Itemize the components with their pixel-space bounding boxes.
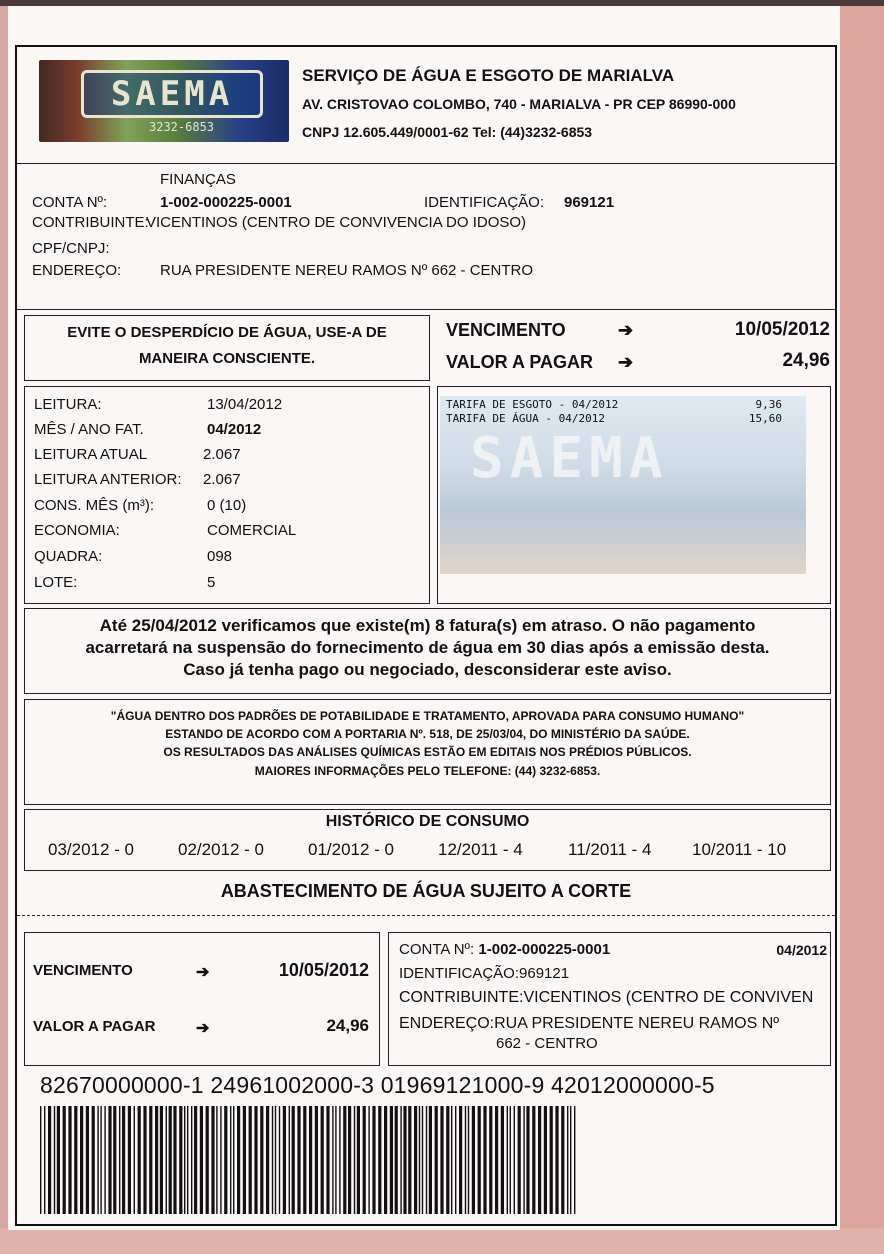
reading-value: 2.067 xyxy=(203,471,241,488)
stub-amount-value: 24,96 xyxy=(326,1016,369,1035)
reading-value: 2.067 xyxy=(203,446,241,463)
barcode-bar xyxy=(86,1106,89,1214)
barcode-bar xyxy=(184,1106,185,1214)
watermark-text: SAEMA xyxy=(470,426,669,491)
barcode-bar xyxy=(303,1106,306,1214)
scan-left-edge xyxy=(0,6,8,1254)
arrow-right-icon: ➔ xyxy=(618,320,634,340)
barcode-bar xyxy=(372,1106,375,1214)
barcode-bar xyxy=(80,1106,83,1214)
payment-stub-box xyxy=(24,932,380,1066)
barcode-bar xyxy=(478,1106,481,1214)
identification-value: 969121 xyxy=(564,194,615,211)
amount-due-label: VALOR A PAGAR xyxy=(446,352,593,372)
scan-bottom-edge xyxy=(0,1228,884,1254)
arrow-right-icon: ➔ xyxy=(196,1020,210,1037)
barcode-bar xyxy=(570,1106,571,1214)
barcode-bar xyxy=(173,1106,176,1214)
reading-label: CONS. MÊS (m³): xyxy=(34,497,154,514)
barcode-bar xyxy=(187,1106,188,1214)
history-item: 02/2012 - 0 xyxy=(178,840,265,859)
reading-value: 5 xyxy=(207,574,216,591)
barcode-bar xyxy=(292,1106,295,1214)
reading-value: 04/2012 xyxy=(207,421,262,438)
barcode-bar xyxy=(237,1106,240,1214)
barcode-bar xyxy=(483,1106,486,1214)
barcode-bar xyxy=(455,1106,456,1214)
account-number-label: CONTA Nº: xyxy=(32,194,108,211)
stub-due-date-label: VENCIMENTO xyxy=(33,962,133,979)
barcode-bar xyxy=(321,1106,324,1214)
barcode-bar xyxy=(138,1106,141,1214)
taxpayer-value: VICENTINOS (CENTRO DE CONVIVENCIA DO IDOSO) xyxy=(146,214,527,231)
barcode-bar xyxy=(390,1106,393,1214)
overdue-line1: Até 25/04/2012 verificamos que existe(m) 8 fatura(s) em atraso. O não pagamento xyxy=(99,616,756,635)
barcode-bar xyxy=(414,1106,417,1214)
reading-label: LEITURA: xyxy=(34,396,102,413)
reading-value: 0 (10) xyxy=(207,497,247,514)
barcode-bar xyxy=(446,1106,449,1214)
barcode-bar xyxy=(260,1106,263,1214)
conservation-notice-line2: MANEIRA CONSCIENTE. xyxy=(138,350,316,367)
barcode-bar xyxy=(191,1106,192,1214)
stub-address-label: ENDEREÇO: xyxy=(399,1015,495,1032)
stub-month: 04/2012 xyxy=(776,942,827,958)
arrow-right-icon: ➔ xyxy=(196,964,210,981)
barcode-bar xyxy=(357,1106,360,1214)
barcode-bar xyxy=(134,1106,135,1214)
barcode-bar xyxy=(74,1106,77,1214)
barcode-bar xyxy=(339,1106,340,1214)
barcode-bar xyxy=(384,1106,387,1214)
barcode-bar xyxy=(68,1106,71,1214)
barcode-bar xyxy=(532,1106,535,1214)
barcode-bar xyxy=(63,1106,66,1214)
barcode-bar xyxy=(272,1106,273,1214)
reading-value: 13/04/2012 xyxy=(207,396,283,413)
stub-taxpayer-value: VICENTINOS (CENTRO DE CONVIVEN xyxy=(523,989,814,1006)
barcode-bar xyxy=(332,1106,333,1214)
amount-due-value: 24,96 xyxy=(782,350,830,371)
barcode-bar xyxy=(518,1106,521,1214)
overdue-line3: Caso já tenha pago ou negociado, desconsiderar este aviso. xyxy=(183,660,672,679)
barcode-bar xyxy=(143,1106,146,1214)
reading-label: MÊS / ANO FAT. xyxy=(34,421,144,438)
barcode-bar xyxy=(44,1106,45,1214)
company-address: AV. CRISTOVAO COLOMBO, 740 - MARIALVA - PR CEP 86990-000 xyxy=(302,96,736,112)
stub-due-date-value: 10/05/2012 xyxy=(278,960,369,980)
barcode-bar xyxy=(348,1106,351,1214)
stub-identification-row xyxy=(399,965,569,982)
arrow-right-icon: ➔ xyxy=(618,352,634,372)
history-item: 11/2011 - 4 xyxy=(568,840,652,859)
barcode-bar xyxy=(266,1106,269,1214)
barcode-bar xyxy=(465,1106,466,1214)
barcode-bar xyxy=(92,1106,95,1214)
barcode-bar xyxy=(435,1106,438,1214)
barcode-image xyxy=(40,1106,578,1214)
address-value: RUA PRESIDENTE NEREU RAMOS Nº 662 - CENTRO xyxy=(160,262,534,279)
taxpayer-label: CONTRIBUINTE: xyxy=(32,214,149,231)
history-item: 03/2012 - 0 xyxy=(48,840,135,859)
overdue-line2: acarretará na suspensão do fornecimento de água em 30 dias após a emissão desta. xyxy=(85,638,770,657)
stub-amount-label: VALOR A PAGAR xyxy=(33,1018,156,1035)
tariff-label: TARIFA DE ESGOTO - 04/2012 xyxy=(446,398,619,411)
reading-label: LOTE: xyxy=(34,574,78,591)
barcode-bar xyxy=(514,1106,515,1214)
barcode-bar xyxy=(440,1106,443,1214)
company-name: SERVIÇO DE ÁGUA E ESGOTO DE MARIALVA xyxy=(302,66,675,85)
barcode-bar xyxy=(108,1106,111,1214)
barcode-bar xyxy=(40,1106,41,1214)
barcode-bar xyxy=(233,1106,234,1214)
history-item: 10/2011 - 10 xyxy=(692,840,787,859)
reading-label: LEITURA ATUAL xyxy=(34,446,148,463)
barcode-bar xyxy=(200,1106,203,1214)
tariff-label: TARIFA DE ÁGUA - 04/2012 xyxy=(446,412,605,425)
barcode-bar xyxy=(169,1106,172,1214)
stub-address-value-2: 662 - CENTRO xyxy=(496,1035,598,1052)
barcode-bar xyxy=(544,1106,547,1214)
stub-address-row xyxy=(399,1015,779,1033)
barcode-bar xyxy=(378,1106,381,1214)
barcode-bar xyxy=(155,1106,158,1214)
due-date-label: VENCIMENTO xyxy=(446,320,566,340)
barcode-bar xyxy=(429,1106,432,1214)
barcode-bar xyxy=(54,1106,55,1214)
history-item: 01/2012 - 0 xyxy=(308,840,395,859)
barcode-bar xyxy=(510,1106,511,1214)
barcode-bar xyxy=(523,1106,524,1214)
barcode-bar xyxy=(283,1106,286,1214)
barcode-bar xyxy=(275,1106,276,1214)
department-label: FINANÇAS xyxy=(160,171,236,188)
address-label: ENDEREÇO: xyxy=(32,262,122,279)
due-date-value: 10/05/2012 xyxy=(734,319,830,340)
logo-phone: 3232-6853 xyxy=(149,120,215,134)
barcode-bar xyxy=(309,1106,312,1214)
stub-identification-label: IDENTIFICAÇÃO: xyxy=(399,965,520,982)
barcode-bar xyxy=(230,1106,231,1214)
history-item: 12/2011 - 4 xyxy=(438,840,523,859)
reading-label: ECONOMIA: xyxy=(34,522,120,539)
cut-off-warning: ABASTECIMENTO DE ÁGUA SUJEITO A CORTE xyxy=(220,881,632,901)
barcode-bar xyxy=(538,1106,541,1214)
barcode-bar xyxy=(249,1106,252,1214)
barcode-bar xyxy=(507,1106,508,1214)
barcode-bar xyxy=(104,1106,105,1214)
barcode-bar xyxy=(216,1106,217,1214)
barcode-bar xyxy=(119,1106,120,1214)
reading-value: COMERCIAL xyxy=(207,522,297,539)
reading-box xyxy=(24,386,430,604)
stub-account-label: CONTA Nº: xyxy=(399,941,475,958)
stub-address-value: RUA PRESIDENTE NEREU RAMOS Nº xyxy=(494,1015,780,1032)
barcode-bar xyxy=(326,1106,329,1214)
tear-line xyxy=(17,915,835,916)
water-quality-line1: "ÁGUA DENTRO DOS PADRÕES DE POTABILIDADE E TRATAMENTO, APROVADA PARA CONSUMO HUMANO" xyxy=(110,709,745,723)
stub-account-row xyxy=(399,941,610,958)
barcode-bar xyxy=(97,1106,98,1214)
consumption-history-title: HISTÓRICO DE CONSUMO xyxy=(325,813,530,830)
barcode-bar xyxy=(459,1106,462,1214)
barcode-bar xyxy=(343,1106,346,1214)
water-quality-line3: OS RESULTADOS DAS ANÁLISES QUÍMICAS ESTÃO EM EDITAIS NOS PRÉDIOS PÚBLICOS. xyxy=(163,745,692,759)
tariff-value: 15,60 xyxy=(748,412,782,425)
barcode-bar xyxy=(113,1106,116,1214)
cpf-cnpj-label: CPF/CNPJ: xyxy=(32,240,110,257)
barcode-bar xyxy=(574,1106,575,1214)
barcode-bar xyxy=(211,1106,214,1214)
conservation-notice-line1: EVITE O DESPERDÍCIO DE ÁGUA, USE-A DE xyxy=(67,324,387,341)
divider xyxy=(17,309,835,310)
barcode-bar xyxy=(335,1106,336,1214)
reading-label: LEITURA ANTERIOR: xyxy=(34,471,182,488)
barcode-bar xyxy=(561,1106,564,1214)
barcode-bar xyxy=(368,1106,369,1214)
saema-logo xyxy=(39,60,289,142)
barcode-bar xyxy=(555,1106,558,1214)
barcode-bar xyxy=(395,1106,398,1214)
barcode-bar xyxy=(160,1106,163,1214)
barcode-bar xyxy=(220,1106,221,1214)
barcode-bar xyxy=(128,1106,131,1214)
barcode-bar xyxy=(254,1106,257,1214)
barcode-bar xyxy=(297,1106,300,1214)
divider xyxy=(17,163,835,164)
barcode-bar xyxy=(289,1106,290,1214)
barcode-bar xyxy=(122,1106,125,1214)
stub-taxpayer-row xyxy=(399,989,827,1007)
barcode-bar xyxy=(100,1106,101,1214)
account-number-value: 1-002-000225-0001 xyxy=(160,194,292,211)
barcode-bar xyxy=(408,1106,411,1214)
barcode-bar xyxy=(495,1106,498,1214)
scan-right-edge xyxy=(840,6,884,1254)
barcode-bar xyxy=(166,1106,167,1214)
water-quality-line4: MAIORES INFORMAÇÕES PELO TELEFONE: (44) 3232-6853. xyxy=(254,764,601,778)
barcode-bar xyxy=(550,1106,553,1214)
barcode-bar xyxy=(315,1106,318,1214)
barcode-bar xyxy=(472,1106,475,1214)
stub-taxpayer-label: CONTRIBUINTE: xyxy=(399,989,524,1006)
barcode-bar xyxy=(224,1106,227,1214)
barcode-bar xyxy=(526,1106,529,1214)
barcode-bar xyxy=(489,1106,492,1214)
barcode-bar xyxy=(279,1106,280,1214)
reading-label: QUADRA: xyxy=(34,548,103,565)
water-quality-line2: ESTANDO DE ACORDO COM A PORTARIA Nº. 518, DE 25/03/04, DO MINISTÉRIO DA SAÚDE. xyxy=(165,727,690,741)
barcode-bar xyxy=(363,1106,366,1214)
company-cnpj-phone: CNPJ 12.605.449/0001-62 Tel: (44)3232-6853 xyxy=(302,124,593,140)
barcode-digits: 82670000000-1 24961002000-3 01969121000-9 42012000000-5 xyxy=(40,1072,715,1098)
barcode-bar xyxy=(426,1106,427,1214)
barcode-bar xyxy=(403,1106,406,1214)
barcode-bar xyxy=(48,1106,51,1214)
barcode-bar xyxy=(243,1106,246,1214)
stub-identification-value: 969121 xyxy=(519,965,570,982)
barcode-bar xyxy=(419,1106,420,1214)
barcode-bar xyxy=(194,1106,197,1214)
barcode-bar xyxy=(567,1106,568,1214)
barcode-bar xyxy=(501,1106,504,1214)
barcode-bar xyxy=(149,1106,152,1214)
barcode-bar xyxy=(354,1106,355,1214)
barcode-bar xyxy=(468,1106,469,1214)
reading-value: 098 xyxy=(207,548,233,565)
stub-account-value: 1-002-000225-0001 xyxy=(478,941,611,958)
barcode-bar xyxy=(57,1106,60,1214)
barcode-bar xyxy=(451,1106,452,1214)
identification-label: IDENTIFICAÇÃO: xyxy=(424,194,545,211)
logo-text: SAEMA xyxy=(81,70,263,118)
barcode-bar xyxy=(179,1106,182,1214)
barcode-bar xyxy=(206,1106,209,1214)
tariff-value: 9,36 xyxy=(755,398,782,411)
barcode-bar xyxy=(422,1106,423,1214)
barcode-bar xyxy=(400,1106,401,1214)
